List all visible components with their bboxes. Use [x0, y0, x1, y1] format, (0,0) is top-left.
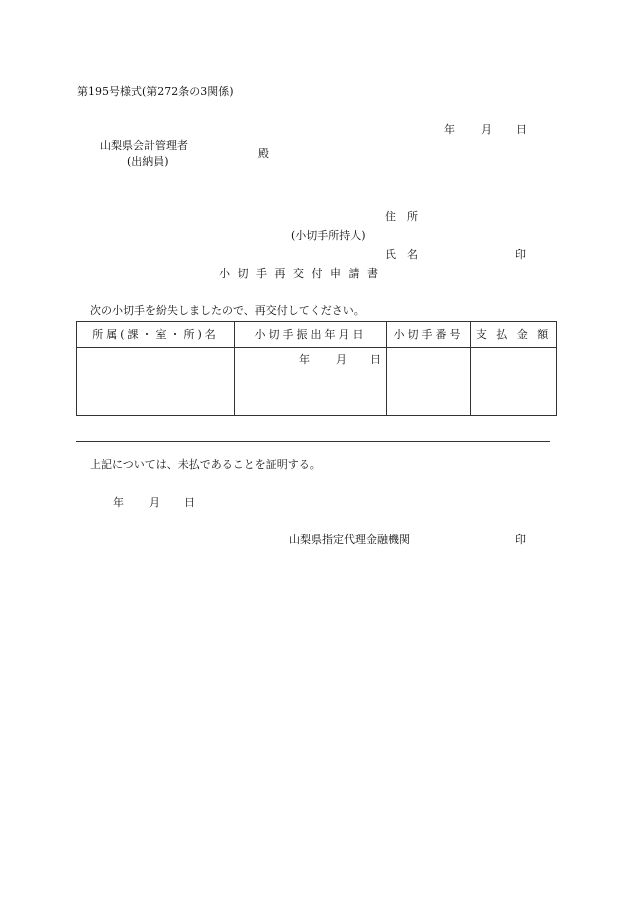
header-date-month: 月 — [481, 123, 492, 136]
applicant-seal: 印 — [515, 248, 526, 261]
cert-date-year: 年 — [113, 496, 124, 509]
header-check-number: 小切手番号 — [387, 322, 471, 348]
section-divider — [76, 441, 550, 442]
certification-text: 上記については、未払であることを証明する。 — [90, 458, 321, 471]
cell-issue-date[interactable] — [235, 348, 387, 416]
cell-department[interactable] — [77, 348, 235, 416]
institution-seal: 印 — [515, 533, 526, 546]
table-header-row — [77, 322, 557, 348]
header-amount: 支 払 金 額 — [471, 322, 557, 348]
check-table — [76, 321, 557, 416]
header-department: 所属(課・室・所)名 — [77, 322, 235, 348]
cert-date-day: 日 — [184, 496, 195, 509]
addressee-title: 山梨県会計管理者 — [100, 139, 188, 152]
intro-text: 次の小切手を紛失しましたので、再交付してください。 — [90, 304, 365, 317]
header-issue-date: 小切手振出年月日 — [235, 322, 387, 348]
holder-label: (小切手所持人) — [291, 229, 366, 242]
header-date-year: 年 — [444, 123, 455, 136]
document-title: 小 切 手 再 交 付 申 請 書 — [219, 267, 378, 280]
cell-amount[interactable] — [471, 348, 557, 416]
cert-date-month: 月 — [149, 496, 160, 509]
header-date-day: 日 — [516, 123, 527, 136]
institution-name: 山梨県指定代理金融機関 — [289, 533, 410, 546]
cell-check-number[interactable] — [387, 348, 471, 416]
address-label: 住 所 — [385, 210, 418, 223]
addressee-subtitle: (出納員) — [127, 155, 169, 168]
cell-date-day: 日 — [370, 353, 381, 366]
form-number: 第195号様式(第272条の3関係) — [77, 85, 234, 98]
name-label: 氏 名 — [385, 248, 418, 261]
cell-date-month: 月 — [336, 353, 347, 366]
table-row — [77, 348, 557, 416]
addressee-honorific: 殿 — [258, 147, 269, 160]
cell-date-year: 年 — [299, 353, 310, 366]
